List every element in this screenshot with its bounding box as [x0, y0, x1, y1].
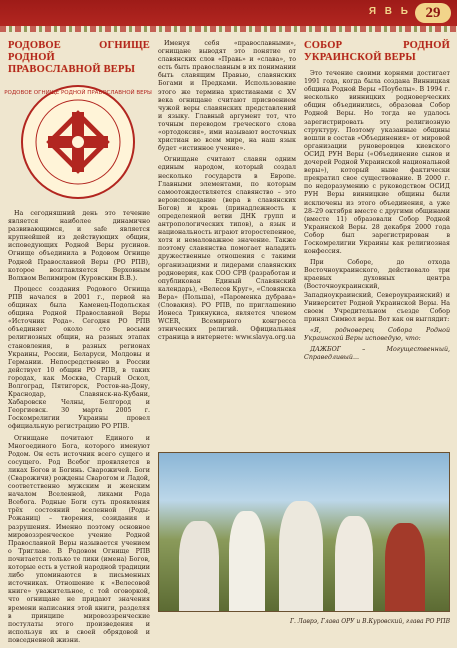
- emblem-text: РОДОВОЕ ОГНИЩЕ РОДНОЙ ПРАВОСЛАВНОЙ ВЕРЫ: [4, 90, 152, 96]
- emblem-seal-icon: [4, 82, 152, 202]
- section-letters: Я В Ь: [368, 6, 411, 17]
- col3-paragraph-2: При Соборе, до отхода Восточноукраинского, действовало три краевых духовных центра (Восточноукраинский, Западноукраинский, Североукраинский) и Университет Родной Украинской Веры. На своем Учредительном съезде Собор принял Символ веры. Вот как он выглядит:: [304, 259, 450, 323]
- photo-caption: Г. Лаврэ, Глава ОРУ и В.Куровский, глава РО РПВ: [289, 618, 450, 625]
- col1-paragraph-1: На сегодняшний день это течение является наиболее динамично развивающимся, и safe является крупнейшей из действующих общин, исповедующих Родной Веры русинов. Огнище объединила в Родовом Огнище Родной Православной Веры (РО РПВ), которое возглавляется Верховным Волхвом Велимиром (Куровским В.В.).: [8, 210, 150, 282]
- col1-paragraph-3: Огнищане почитают Единого и Многоединого Бога, которого именуют Родом. Он есть источник всего сущего и сосущего. Род Всебог проявляется в ликах Богов и Богинь. Сварожичей. Боги (Сварожичи) рождены Сварогом и Ладой, соответственно мужским и женским началом Вселенной, ликами Рода Всебога. Родные Боги суть проявления трёх состояний вселенной (Роды-Рожаниц) – творения, созидания и разрушения. Именно поэтому основное мировоззренческое учение Родной Православной Веры называется учением о Триглаве. В Родовом Огнище РПВ почитается только те лики (имена) Богов, которые есть в устной народной традиции либо упоминаются в письменных источниках. Отношение к «Велесовой книге» уважительное, с той оговоркой, что огнищане не придают значения времени написания этой книги, разделяя в принципе мировоззренческие постулаты этого произведения и используя их в своей обрядовой и повседневной жизни.: [8, 434, 151, 644]
- article-title-rodovoe-ognische: РОДОВОЕ ОГНИЩЕ РОДНОЙ ПРАВОСЛАВНОЙ ВЕРЫ: [8, 40, 150, 75]
- article-title-sobor: СОБОР РОДНОЙ УКРАИНСКОЙ ВЕРЫ: [304, 40, 450, 63]
- page-number: 29: [415, 3, 451, 23]
- header-bar: [0, 0, 457, 26]
- column-1: [4, 40, 152, 648]
- event-photo: [158, 452, 450, 612]
- column-2: [158, 40, 296, 345]
- col3-paragraph-3: «Я, родноверец Собора Родной Украинской Веры исповедую, что:: [304, 326, 450, 342]
- col2-paragraph-2: Огнищане считают славян одним единым народом, который создал несколько государств в Европе. Главными элементами, по которым самоотождествляется славянство – это вероисповедание (вера в славянских Богов) и кровь (принадлежность к определенной ветви ДНК групп и антропологических типов), а язык и национальность играют второстепенное, хотя и немаловажное значение. Также поэтому славянства помогает наладить дружественные отношения с такими организациями и лидерами славянских родноверия, как СОО СРВ (разработан и опубликован Единый Славянский календарь), «Велесов Круг», «Словянска Вера» (Польша), «Пароменка дубрава» (Словакия). РО РПВ, по приглашению Ионеса Трикнукиса, является членом WCER, Всемирного конгресса этнических религий. Официальная страница в интернете: www.slavya.org.ua: [158, 156, 296, 342]
- ornament-divider: [0, 26, 457, 32]
- col2-paragraph-1: Именуя себя «православными», огнищане выводят это понятие от славянских слов «Правь» и «слава», то есть быть православным в их понимании быть славящим Правью, славянских Богами и Предками. Использование этого же термина христианами с XV века огнищане считают присвоением чужой веры славянских представлений и языку. Главный аргумент тот, что точным переводом греческого слова «ортодоксия», ими называют восточных христиан во всем мире, на наш язык будет «истинное учение».: [158, 40, 296, 153]
- col3-paragraph-1: Это течение своими корнями достигает 1991 года, когда была создана Винницкая община Родной Веры «Поубелы». В 1994 г. несколько винницких родноверческих общин объединились, образовав Собор Родной Веры. Но тогда не удалось зарегистрировать эту религиозную структуру. Поэтому указанные общины вошли в состав «Объединения» от мировой организации руноверовцев киевского ОСИД РУН Веры («Объединение сынов и дочерей Родной Украинской национальной веры»), который ныне фактически прекратил свое существование. В 2000 г. по недоразумению с руководством ОСИД РУН Веры винницкие общины были исключены из этого объединения, а уже 28–29 октября вместе с другими общинами (вместе 11) образовали Собор Родной Украинской Веры. 28 декабря 2000 года Собор был зарегистрирован в Госкомрелигии Украины как религиозная конфессия.: [304, 70, 450, 256]
- col1-paragraph-2: Процесс создания Родового Огнища РПВ начался в 2001 г., первой на общинах была Каменец-Подольская община Родной Православной Веры «Источник Рода». Сегодня РО РПВ объединяет около сто восьми религиозных общин, на разных этапах становления, в разных регионах Украины, России, Беларуси, Молдовы и Германии. Непосредственно в России действует 10 общин РО РПВ, в таких городах, как Москва, Старый Оскол, Волгоград, Пятигорск, Ростов-на-Дону, Краснодар, Славянск-на-Кубани, Хабаровске Челны, Белгород и Георгиевск. 30 марта 2005 г. Госкомрелигии Украины провел официальную регистрацию РО РПВ.: [8, 285, 150, 431]
- col3-paragraph-4: ДАЖБОГ – Могущественный, Справедливый...: [304, 346, 450, 362]
- column-3: [304, 40, 450, 365]
